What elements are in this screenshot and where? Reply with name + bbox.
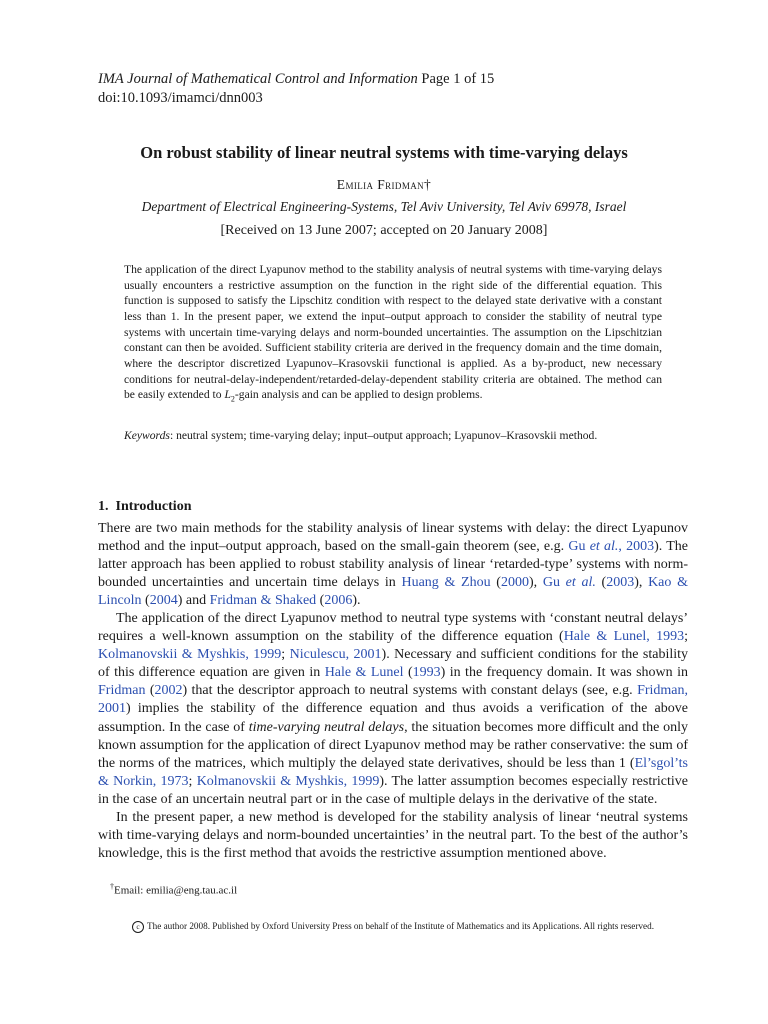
citation-link[interactable]: 2006: [324, 593, 353, 609]
citation-link[interactable]: Hale & Lunel: [324, 665, 404, 681]
emphasis: time-varying neutral delays: [248, 719, 405, 735]
citation-link[interactable]: Gu et al.: [542, 575, 596, 591]
section-title: Introduction: [115, 499, 192, 514]
citation-link[interactable]: 2004: [149, 593, 178, 609]
citation-link[interactable]: Kolmanovskii & Myshkis, 1999: [196, 773, 380, 789]
l2-subscript: 2: [230, 394, 235, 404]
abstract-text: The application of the direct Lyapunov method to the stability analysis of neutral systems with time-varying delays usually encounters a restrictive assumption on the function in the right side of the differential equation. This function is supposed to satisfy the Lipschitz condition with respect to the delayed state derivative with a constant less than 1. In the present paper, we extend the input–output approach to consider the stability of neutral type systems with uncertain time-varying delays and norm-bounded uncertainties. The assumption on the Lipschitzian constant can then be avoided. Sufficient stability criteria are derived in the frequency domain and the time domain, where the descriptor discretized Lyapunov–Krasovskii functional is applied. As a by-product, new necessary conditions for neutral-delay-independent/retarded-delay-dependent stability criteria are obtained. The method can be easily extended to: [124, 263, 662, 402]
journal-line: [98, 70, 494, 89]
copyright-notice: [0, 921, 768, 933]
copyright-icon: c: [132, 921, 144, 933]
citation-link[interactable]: Huang & Zhou: [401, 575, 491, 591]
paragraph: The application of the direct Lyapunov method to neutral type systems with ‘constant neutral delays’ requires a well-known assumption on the stability of the difference equation (Hale & Lunel, 1993; Kolmanovskii & Myshkis, 1999; Niculescu, 2001). Necessary and sufficient conditions for the stability of this difference equation are given in Hale & Lunel (1993) in the frequency domain. It was shown in Fridman (2002) that the descriptor approach to neutral systems with constant delays (see, e.g. Fridman, 2001) implies the stability of the difference equation and thus avoids a verification of the above assumption. In the case of time-varying neutral delays, the situation becomes more difficult and the only known assumption for the application of direct Lyapunov method may be rather conservative: the sum of the norms of the matrices, which multiply the delayed state derivatives, should be less than 1 (El’sgol’ts & Norkin, 1973; Kolmanovskii & Myshkis, 1999). The latter assumption becomes especially restrictive in the case of an uncertain neutral part or in the case of multiple delays in the derivative of the state.: [98, 611, 689, 807]
page-info: Page 1 of 15: [421, 71, 495, 87]
section-heading: [98, 499, 191, 515]
citation-link[interactable]: Fridman & Shaked: [209, 593, 317, 609]
citation-link[interactable]: 2000: [500, 575, 529, 591]
citation-link[interactable]: Kao & Lincoln: [98, 575, 688, 609]
section-number: 1.: [98, 499, 109, 514]
doi: doi:10.1093/imamci/dnn003: [98, 90, 263, 106]
author-name: Emilia Fridman: [336, 177, 425, 192]
section-body: [98, 520, 688, 863]
received-dates: [Received on 13 June 2007; accepted on 20 January 2008]: [220, 223, 548, 238]
citation-link[interactable]: Fridman, 2001: [98, 683, 689, 717]
keywords: [124, 428, 662, 443]
journal-name: IMA Journal of Mathematical Control and Information: [98, 71, 418, 87]
footnote-mark: †: [110, 882, 114, 891]
author-footnote-mark: †: [424, 177, 432, 192]
citation-link[interactable]: El’sgol’ts & Norkin, 1973: [98, 755, 688, 789]
citation-link[interactable]: Kolmanovskii & Myshkis, 1999: [98, 647, 282, 663]
citation-link[interactable]: 1993: [412, 665, 441, 681]
paper-title: On robust stability of linear neutral systems with time-varying delays: [140, 143, 628, 162]
footnote-text: Email: emilia@eng.tau.ac.il: [114, 884, 238, 897]
citation-link[interactable]: Fridman: [98, 683, 146, 699]
abstract: [124, 262, 662, 407]
citation-link[interactable]: Niculescu, 2001: [289, 647, 382, 663]
keywords-text: : neutral system; time-varying delay; input–output approach; Lyapunov–Krasovskii method.: [169, 429, 598, 442]
keywords-label: Keywords: [124, 429, 170, 442]
author-line: [0, 177, 768, 193]
paragraph: There are two main methods for the stability analysis of linear systems with delay: the direct Lyapunov method and the input–output approach, based on the small-gain theorem (see, e.g. Gu et al., 2003). The latter approach has been applied to robust stability analysis of linear ‘retarded-type’ systems with norm-bounded uncertainties and uncertain time delays in Huang & Zhou (2000), Gu et al. (2003), Kao & Lincoln (2004) and Fridman & Shaked (2006).: [98, 521, 688, 609]
affiliation: Department of Electrical Engineering-Systems, Tel Aviv University, Tel Aviv 69978, Israel: [141, 199, 627, 214]
abstract-text-end: -gain analysis and can be applied to design problems.: [234, 388, 483, 402]
citation-link[interactable]: Hale & Lunel, 1993: [563, 629, 685, 645]
copyright-text: The author 2008. Published by Oxford University Press on behalf of the Institute of Mathematics and its Applications. All rights reserved.: [146, 921, 654, 932]
journal-header: [98, 70, 494, 108]
citation-link[interactable]: Gu et al., 2003: [568, 539, 655, 555]
paragraph: In the present paper, a new method is developed for the stability analysis of linear ‘neutral systems with time-varying delays and norm-bounded uncertainties’ in the neutral part. To the best of the author’s knowledge, this is the first method that avoids the restrictive assumption mentioned above.: [98, 809, 688, 861]
citation-link[interactable]: 2002: [154, 683, 183, 699]
footnote: [110, 882, 237, 897]
citation-link[interactable]: 2003: [606, 575, 635, 591]
l2-symbol: L: [224, 388, 231, 402]
